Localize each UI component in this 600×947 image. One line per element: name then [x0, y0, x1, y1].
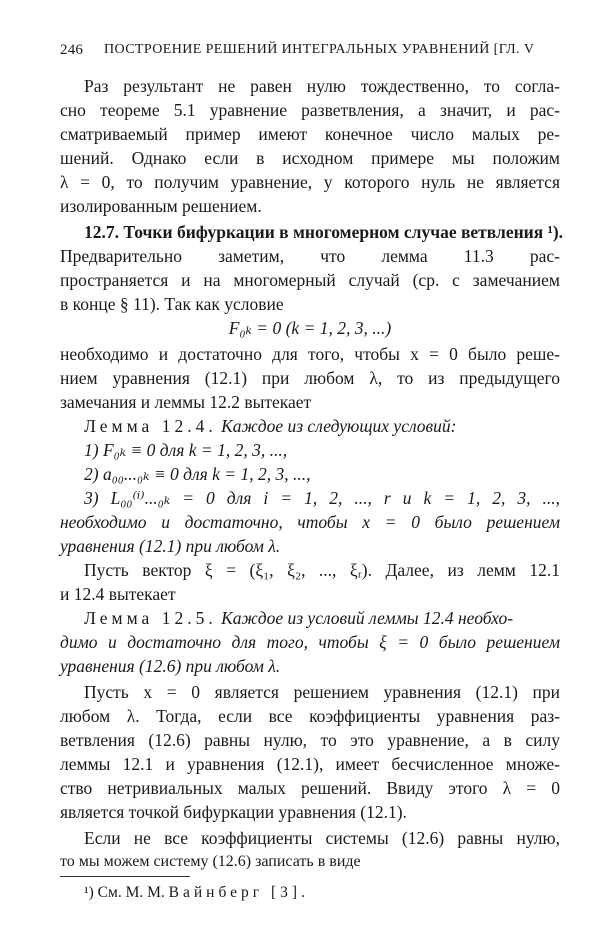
text-line: шений. Однако если в исходном примере мы положим: [60, 148, 560, 168]
text-line: пространяется и на многомерный случай (ср. с замечанием: [60, 270, 560, 290]
text-line: леммы 12.1 и уравнения (12.1), имеет бесчисленное множе-: [60, 754, 560, 774]
lemma-label: Лемма 12.4.: [84, 416, 217, 436]
text-line: Предварительно заметим, что лемма 11.3 рас-: [60, 246, 560, 266]
text-line: то мы можем систему (12.6) записать в виде: [60, 853, 361, 870]
text-line: димо и достаточно для того, чтобы ξ = 0 было решением: [60, 632, 560, 652]
text-line: сматриваемый пример имеют конечное число малых ре-: [60, 124, 560, 144]
lemma-line: [84, 414, 560, 438]
text-line: Раз результант не равен нулю тождественно, то согла-: [84, 76, 560, 96]
text-line: в конце § 11). Так как условие: [60, 294, 284, 314]
text-line: λ = 0, то получим уравнение, у которого нуль не является: [60, 172, 560, 192]
lemma-line: [84, 606, 560, 630]
text-line: уравнения (12.6) при любом λ.: [60, 656, 281, 676]
running-header: [60, 42, 560, 59]
text-line: необходимо и достаточно, чтобы x = 0 было решением: [60, 512, 560, 532]
text-line: нием уравнения (12.1) при любом λ, то из предыдущего: [60, 368, 560, 388]
text-line: необходимо и достаточно для того, чтобы x = 0 было реше-: [60, 344, 560, 364]
lemma-statement: Каждое из условий леммы 12.4 необхо-: [221, 608, 514, 628]
footnote-author: Вайнберг [3].: [168, 884, 309, 901]
text-line: сно теореме 5.1 уравнение разветвления, а значит, и рас-: [60, 100, 560, 120]
text-line: является точкой бифуркации уравнения (12.1).: [60, 802, 407, 822]
lemma-label: Лемма 12.5.: [84, 608, 217, 628]
text-line: уравнения (12.1) при любом λ.: [60, 536, 281, 556]
footnote-text: ¹) См. М. М.: [84, 884, 165, 901]
text-line: Пусть x = 0 является решением уравнения (12.1) при: [84, 682, 560, 702]
text-line: ветвления (12.6) равны нулю, то это уравнение, а в силу: [60, 730, 560, 750]
text-line: Если не все коэффициенты системы (12.6) равны нулю,: [84, 828, 560, 848]
text-line: изолированным решением.: [60, 196, 262, 216]
condition-1: 1) F₀ₖ ≡ 0 для k = 1, 2, 3, ...,: [84, 440, 288, 460]
condition-3: 3) L₀₀⁽ⁱ⁾...₀ₖ = 0 для i = 1, 2, ..., r и k = 1, 2, 3, ...,: [84, 488, 560, 508]
page-number: 246: [60, 42, 84, 58]
running-title: ПОСТРОЕНИЕ РЕШЕНИЙ ИНТЕГРАЛЬНЫХ УРАВНЕНИЙ [ГЛ. V: [104, 42, 535, 57]
text-line: любом λ. Тогда, если все коэффициенты уравнения раз-: [60, 706, 560, 726]
text-line: замечания и леммы 12.2 вытекает: [60, 392, 312, 412]
text-line: ство нетривиальных малых решений. Ввиду этого λ = 0: [60, 778, 560, 798]
condition-2: 2) a₀₀...₀ₖ ≡ 0 для k = 1, 2, 3, ...,: [84, 464, 311, 484]
footnote-rule: [60, 876, 190, 877]
display-formula: F₀ₖ = 0 (k = 1, 2, 3, ...): [228, 318, 392, 338]
lemma-statement: Каждое из следующих условий:: [221, 416, 457, 436]
section-heading: 12.7. Точки бифуркации в многомерном случае ветвления ¹).: [84, 222, 564, 242]
footnote: [84, 884, 309, 902]
text-line: и 12.4 вытекает: [60, 584, 176, 604]
text-line: Пусть вектор ξ = (ξ₁, ξ₂, ..., ξᵣ). Далее, из лемм 12.1: [84, 560, 560, 580]
